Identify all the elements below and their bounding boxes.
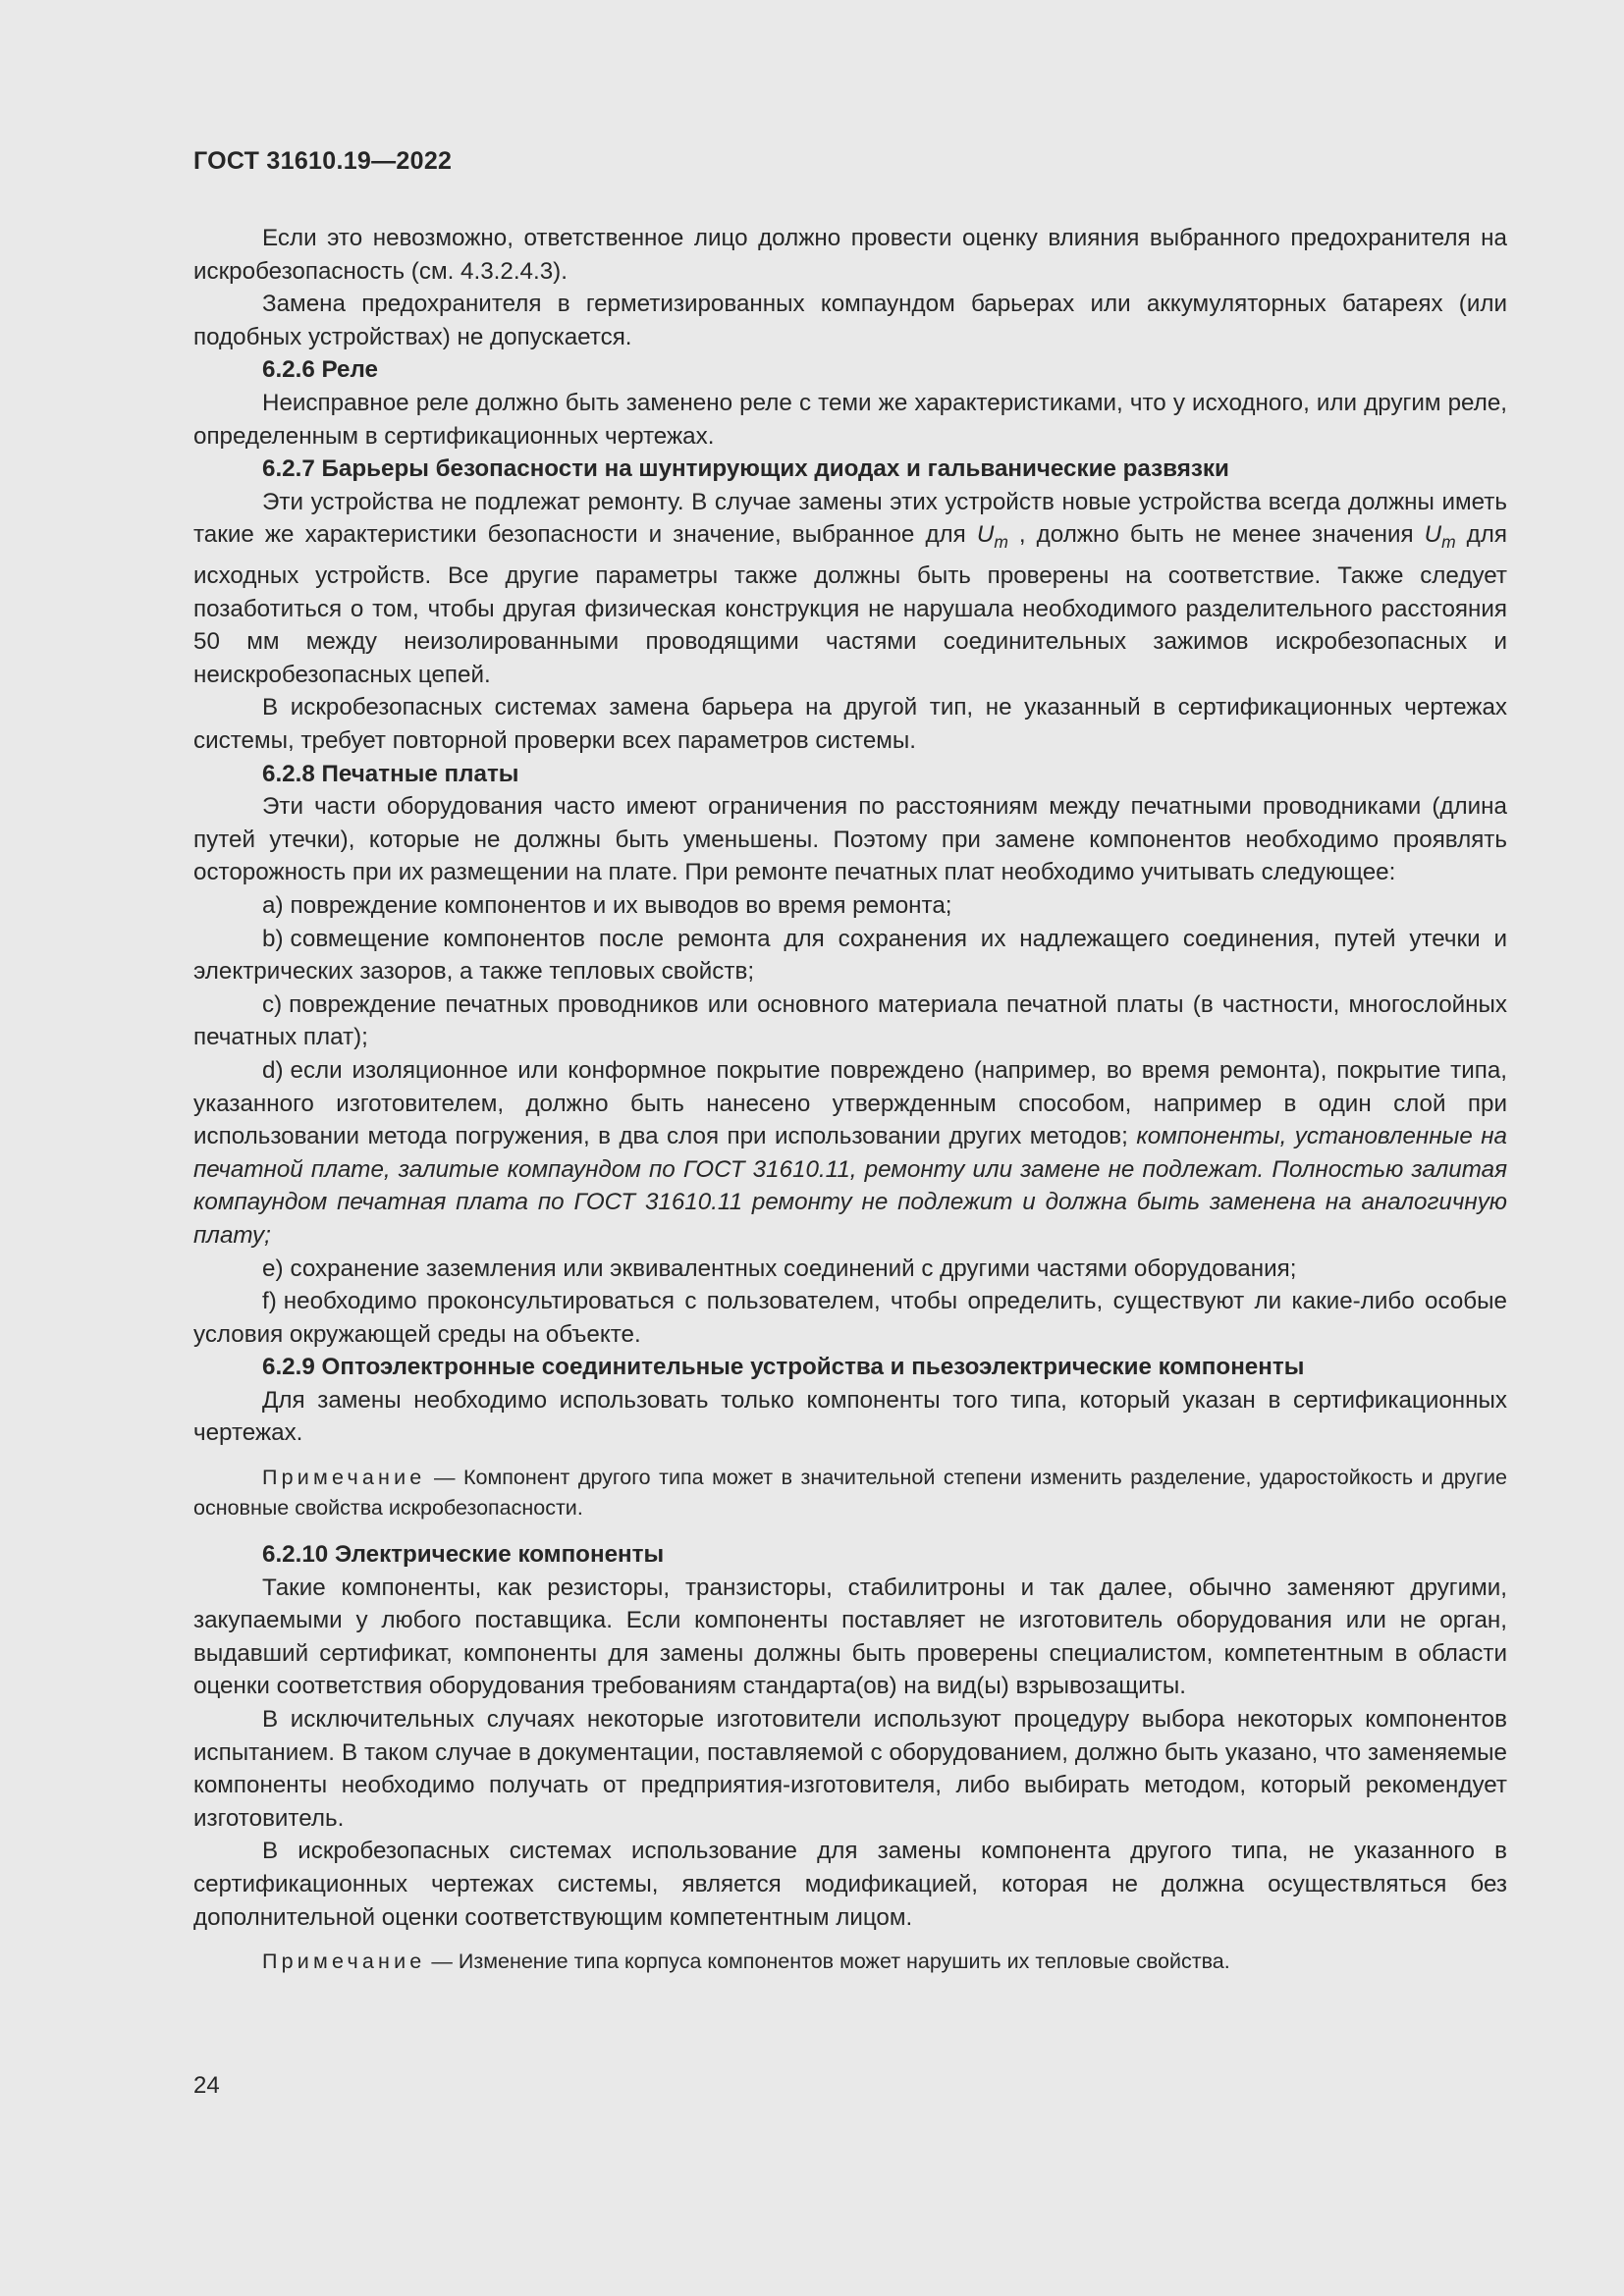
paragraph: Замена предохранителя в герметизированных компаундом барьерах или аккумуляторных батареях (или подобных устройствах) не допускается. xyxy=(193,291,1507,350)
list-item-f xyxy=(193,1285,1507,1351)
subscript-m: m xyxy=(994,532,1008,553)
text-run: Эти устройства не подлежат ремонту. В случае замены этих устройств новые устройства всегда должны иметь такие же характеристики безопасности и значение, выбранное для xyxy=(193,488,1507,549)
note-text: — Изменение типа корпуса компонентов может нарушить их тепловые свойства. xyxy=(425,1949,1230,1974)
list-item-a xyxy=(193,889,1507,923)
note xyxy=(193,1463,1507,1523)
list-text: если изоляционное или конформное покрытие повреждено (например, во время ремонта), покрытие типа, указанного изготовителем, должно быть нанесено утвержденным способом, например в один слой при использовании метода погружения, в два слоя при использовании других методов; xyxy=(193,1056,1507,1150)
section-heading-6-2-8: 6.2.8 Печатные платы xyxy=(262,760,519,787)
document-header: ГОСТ 31610.19—2022 xyxy=(193,147,453,175)
text-run: для исходных устройств. Все другие параметры также должны быть проверены на соответствие. Также следует позаботиться о том, чтобы другая физическая конструкция не нарушала необходимого разделительного расстояния 50 мм между неизолированными проводящими частями соединительных зажимов искробезопасных и неискробезопасных цепей. xyxy=(193,521,1507,688)
section-heading-6-2-7: 6.2.7 Барьеры безопасности на шунтирующих диодах и гальванические развязки xyxy=(262,455,1229,483)
paragraph: Для замены необходимо использовать только компоненты того типа, который указан в сертификационных чертежах. xyxy=(193,1386,1507,1447)
symbol-u: U xyxy=(1424,521,1442,549)
list-label: d) xyxy=(262,1056,284,1084)
note xyxy=(193,1947,1507,1977)
note-label: Примечание xyxy=(262,1949,426,1974)
list-label: e) xyxy=(262,1255,284,1282)
list-item-e xyxy=(193,1253,1507,1286)
note-text: — Компонент другого типа может в значительной степени изменить разделение, ударостойкость и другие основные свойства искробезопасности. xyxy=(193,1466,1507,1521)
list-text: повреждение печатных проводников или основного материала печатной платы (в частности, многослойных печатных плат); xyxy=(193,990,1507,1051)
paragraph: Такие компоненты, как резисторы, транзисторы, стабилитроны и так далее, обычно заменяют другими, закупаемыми у любого поставщика. Если компоненты поставляет не изготовитель оборудования или не орган, выдавший сертификат, компоненты для замены должны быть проверены специалистом, компетентным в области оценки соответствия оборудования требованиям стандарта(ов) на вид(ы) взрывозащиты. xyxy=(193,1574,1507,1700)
paragraph: В искробезопасных системах использование для замены компонента другого типа, не указанного в сертификационных чертежах системы, является модификацией, которая не должна осуществляться без дополнительной оценки соответствующим компетентным лицом. xyxy=(193,1838,1507,1931)
list-text: повреждение компонентов и их выводов во время ремонта; xyxy=(290,891,952,919)
list-text: совмещение компонентов после ремонта для сохранения их надлежащего соединения, путей утечки и электрических зазоров, а также тепловых свойств; xyxy=(193,925,1507,986)
paragraph: Если это невозможно, ответственное лицо должно провести оценку влияния выбранного предохранителя на искробезопасность (см. 4.3.2.4.3). xyxy=(193,225,1507,285)
subscript-m: m xyxy=(1441,532,1456,553)
list-label: f) xyxy=(262,1288,277,1315)
list-item-d xyxy=(193,1054,1507,1253)
page-content xyxy=(193,222,1507,1977)
section-heading-6-2-6: 6.2.6 Реле xyxy=(262,356,378,384)
list-text: сохранение заземления или эквивалентных соединений с другими частями оборудования; xyxy=(290,1255,1297,1282)
section-heading-6-2-10: 6.2.10 Электрические компоненты xyxy=(262,1541,665,1569)
paragraph: Эти части оборудования часто имеют ограничения по расстояниям между печатными проводниками (длина путей утечки), которые не должны быть уменьшены. Поэтому при замене компонентов необходимо проявлять осторожность при их размещении на плате. При ремонте печатных плат необходимо учитывать следующее: xyxy=(193,793,1507,886)
symbol-u: U xyxy=(976,521,995,549)
paragraph: Неисправное реле должно быть заменено реле с теми же характеристиками, что у исходного, или другим реле, определенным в сертификационных чертежах. xyxy=(193,389,1507,450)
list-item-b xyxy=(193,923,1507,988)
list-label: a) xyxy=(262,891,284,919)
list-label: b) xyxy=(262,925,284,952)
page-number: 24 xyxy=(193,2072,220,2099)
paragraph: В исключительных случаях некоторые изготовители используют процедуру выбора некоторых компонентов испытанием. В таком случае в документации, поставляемой с оборудованием, должно быть указано, что заменяемые компоненты необходимо получать от предприятия-изготовителя, либо выбирать методом, который рекомендует изготовитель. xyxy=(193,1706,1507,1832)
section-heading-6-2-9: 6.2.9 Оптоэлектронные соединительные устройства и пьезоэлектрические компоненты xyxy=(262,1354,1305,1381)
paragraph: В искробезопасных системах замена барьера на другой тип, не указанный в сертификационных чертежах системы, требует повторной проверки всех параметров системы. xyxy=(193,694,1507,754)
list-text-italic: компоненты, установленные на печатной плате, залитые компаундом по ГОСТ 31610.11, ремонту или замене не подлежат. Полностью залитая компаундом печатная плата по ГОСТ 31610.11 ремонту не подлежит и должна быть заменена на аналогичную плату; xyxy=(193,1123,1507,1249)
list-label: c) xyxy=(262,990,283,1018)
paragraph xyxy=(193,486,1507,692)
text-run: , должно быть не менее значения xyxy=(1007,521,1425,549)
note-label: Примечание xyxy=(262,1466,426,1490)
list-item-c xyxy=(193,988,1507,1054)
list-text: необходимо проконсультироваться с пользователем, чтобы определить, существуют ли какие-либо особые условия окружающей среды на объекте. xyxy=(193,1288,1507,1348)
